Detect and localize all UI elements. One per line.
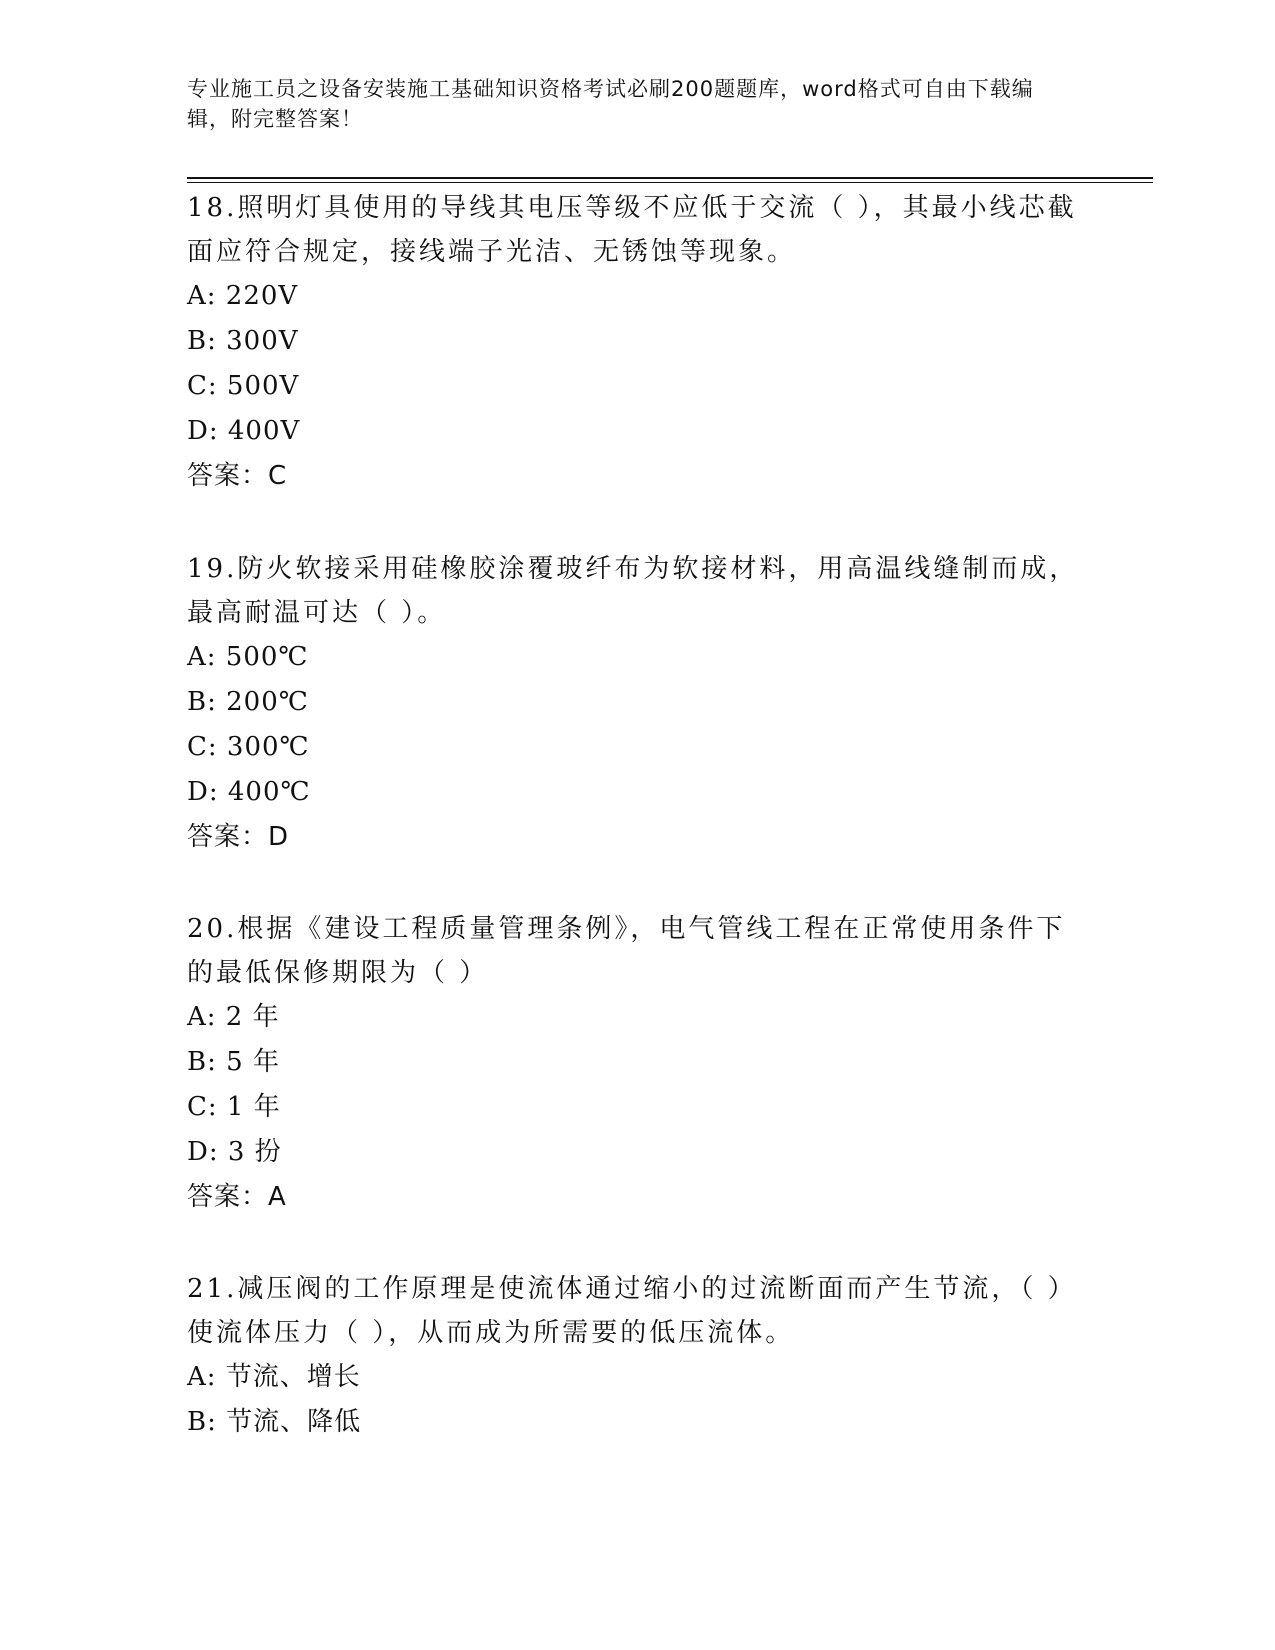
question-stem: 21.减压阀的工作原理是使流体通过缩小的过流断面而产生节流，（ ）使流体压力（ ），从而成为所需要的低压流体。 <box>187 1274 1077 1348</box>
option-b: B: 节流、降低 <box>187 1407 362 1437</box>
option-c: C: 1 年 <box>187 1092 281 1122</box>
option-c: C: 500V <box>187 371 300 401</box>
option-d: D: 3 扮 <box>187 1137 282 1167</box>
question-20 <box>187 907 1087 1220</box>
option-a: A: 2 年 <box>187 1002 280 1032</box>
option-a: A: 500℃ <box>187 642 309 672</box>
question-21 <box>187 1267 1087 1445</box>
option-d: D: 400℃ <box>187 777 311 807</box>
question-stem: 19.防火软接采用硅橡胶涂覆玻纤布为软接材料，用高温线缝制而成，最高耐温可达（ ）。 <box>187 554 1079 628</box>
header-rule-thin <box>187 182 1153 183</box>
option-a: A: 220V <box>187 281 299 311</box>
answer: 答案：C <box>187 461 288 491</box>
question-stem: 18.照明灯具使用的导线其电压等级不应低于交流（ ），其最小线芯截面应符合规定，接线端子光洁、无锈蚀等现象。 <box>187 193 1077 267</box>
question-18 <box>187 186 1087 499</box>
option-b: B: 300V <box>187 326 299 356</box>
option-b: B: 200℃ <box>187 687 309 717</box>
option-a: A: 节流、增长 <box>187 1362 361 1392</box>
document-header: 专业施工员之设备安装施工基础知识资格考试必刷200题题库，word格式可自由下载编辑，附完整答案！ <box>187 77 1034 131</box>
header-rule-thick <box>187 177 1153 179</box>
answer: 答案：A <box>187 1182 287 1212</box>
option-d: D: 400V <box>187 416 301 446</box>
question-19 <box>187 547 1087 860</box>
option-c: C: 300℃ <box>187 732 310 762</box>
question-stem: 20.根据《建设工程质量管理条例》，电气管线工程在正常使用条件下的最低保修期限为（ ） <box>187 914 1066 988</box>
option-b: B: 5 年 <box>187 1047 280 1077</box>
answer: 答案：D <box>187 822 290 852</box>
